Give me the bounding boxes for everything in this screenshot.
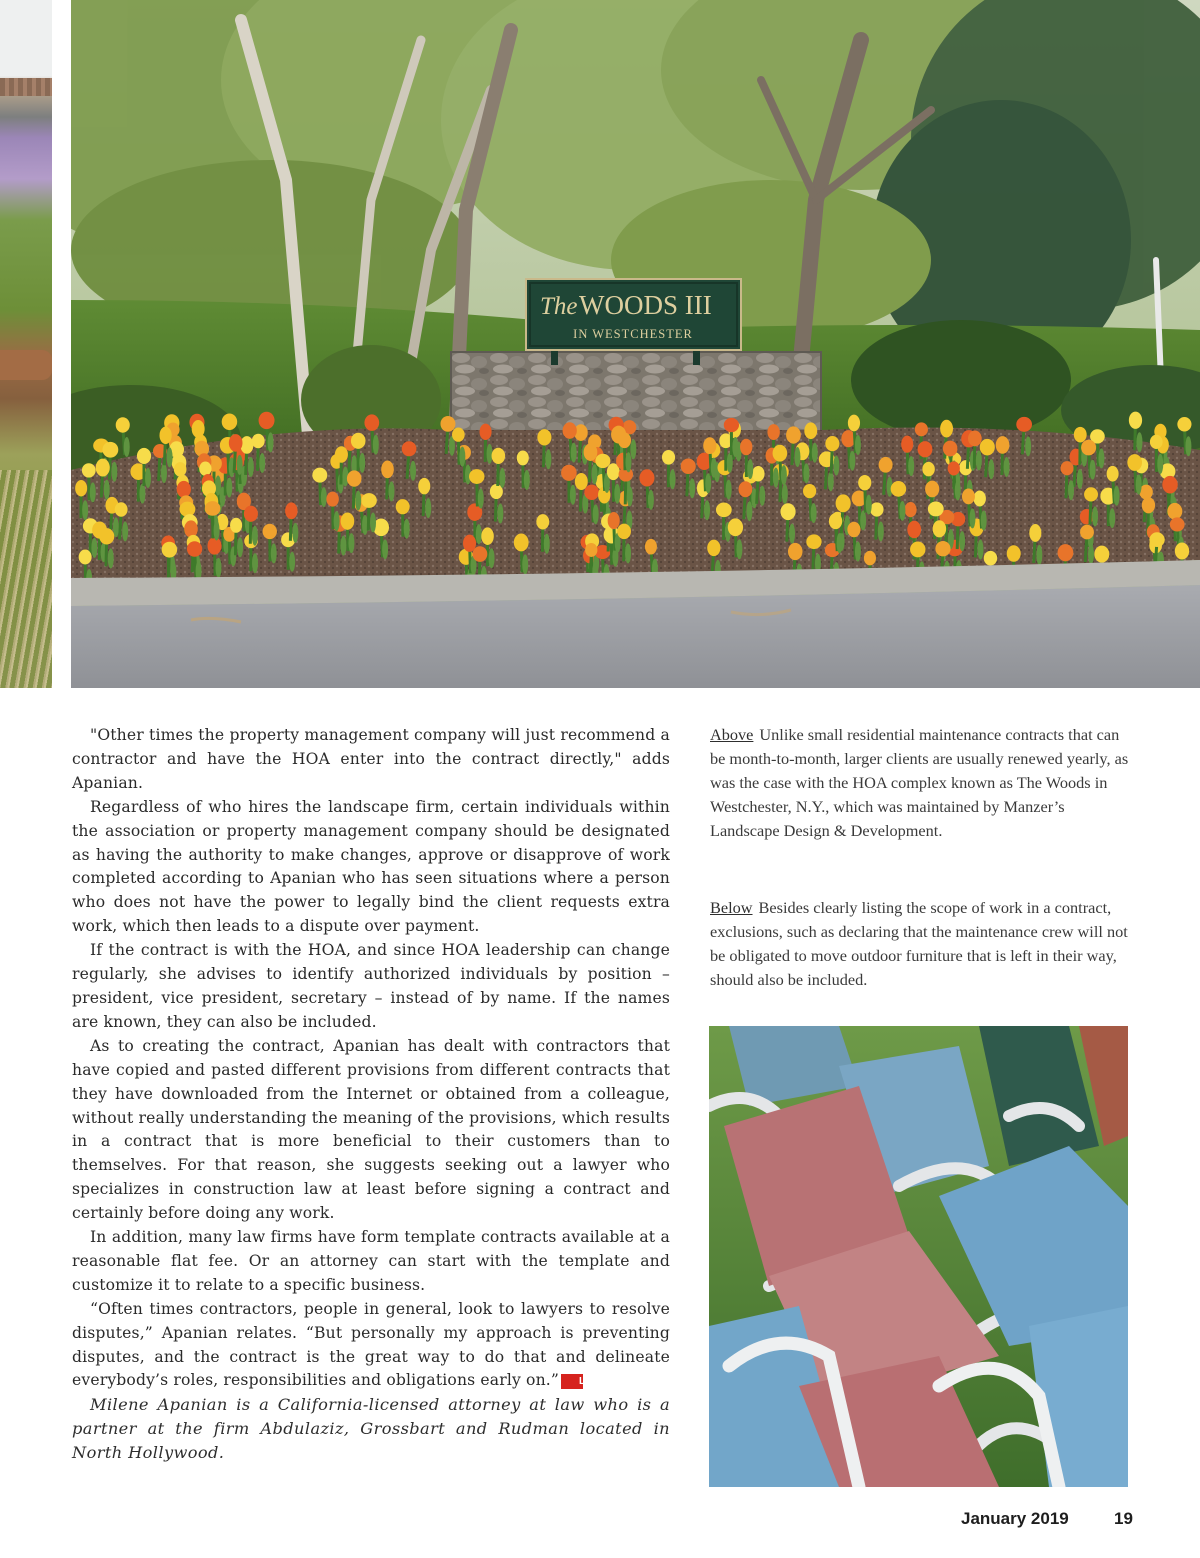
tulip-leaf — [593, 504, 599, 524]
tulip-bloom — [864, 551, 876, 566]
tulip-leaf — [855, 435, 861, 455]
tulip-bloom — [199, 462, 211, 476]
tulip-bloom — [492, 448, 506, 464]
tulip-bloom — [440, 416, 455, 432]
tulip-leaf — [812, 443, 818, 463]
tulip-bloom — [1061, 461, 1074, 475]
tulip-bloom — [326, 492, 338, 507]
tulip-leaf — [522, 554, 528, 574]
tulip-leaf — [252, 526, 258, 546]
tulip-leaf — [689, 478, 695, 498]
tulip-leaf — [747, 459, 753, 479]
tulip-bloom — [595, 454, 610, 468]
caption-below-text: Besides clearly listing the scope of work in a contract, exclusions, such as declaring that the maintenance crew will not be obligated to move outdoor furniture that is left in their way, should also be included. — [710, 898, 1128, 990]
tulip-bloom — [162, 542, 178, 558]
tulip-bloom — [984, 551, 997, 566]
tulip-bloom — [115, 502, 128, 516]
tulip-bloom — [575, 473, 588, 490]
tulip-leaf — [487, 444, 493, 464]
tulip-bloom — [341, 512, 355, 529]
paragraph: "Other times the property management company will just recommend a contractor and have the HOA enter into the contract directly," adds Apanian. — [72, 726, 670, 792]
tulip-leaf — [271, 543, 277, 563]
tulip-leaf — [237, 537, 243, 557]
tulip-bloom — [662, 450, 675, 465]
tulip-bloom — [724, 418, 739, 432]
tulip-leaf — [292, 523, 298, 543]
tulip-leaf — [866, 495, 872, 515]
tulip-bloom — [1080, 525, 1094, 540]
tulip-bloom — [229, 434, 243, 452]
adjacent-photo-edge — [0, 0, 52, 688]
tulip-leaf — [544, 534, 550, 554]
tulip-bloom — [1107, 466, 1119, 482]
tulip-leaf — [759, 486, 765, 506]
tulip-leaf — [837, 533, 843, 553]
tulip-leaf — [1025, 436, 1031, 456]
tulip-bloom — [481, 527, 494, 545]
tulip-bloom — [174, 462, 187, 477]
paragraph: If the contract is with the HOA, and since HOA leadership can change regularly, she advises to identify authorized individuals by position – president, vice president, secretary – instead of by name. If the names are known, they can also be included. — [72, 941, 670, 1031]
tulip-bloom — [79, 549, 92, 564]
tulip-leaf — [259, 453, 265, 473]
tulip-bloom — [116, 417, 130, 432]
tulip-bloom — [1084, 487, 1098, 501]
tulip-bloom — [918, 441, 933, 457]
tulip-bloom — [728, 518, 743, 536]
tulip-leaf — [1185, 436, 1191, 456]
tulip-leaf — [726, 480, 732, 500]
tulip-bloom — [364, 414, 379, 431]
tulip-bloom — [585, 543, 597, 557]
tulip-bloom — [707, 540, 720, 556]
tulip-bloom — [1129, 412, 1142, 429]
tulip-bloom — [1058, 544, 1074, 561]
tulip-bloom — [948, 461, 960, 475]
tulip-bloom — [681, 459, 696, 474]
tulip-leaf — [476, 524, 482, 544]
author-bio — [72, 1393, 670, 1465]
tulip-leaf — [711, 458, 717, 478]
tulip-bloom — [1162, 476, 1177, 494]
tulip-leaf — [704, 500, 710, 520]
tulip-bloom — [910, 542, 925, 558]
tulip-bloom — [517, 450, 529, 465]
tulip-leaf — [108, 548, 114, 568]
tulip-bloom — [879, 457, 893, 473]
tulip-leaf — [459, 447, 465, 467]
tulip-bloom — [996, 436, 1010, 454]
tulip-bloom — [847, 522, 860, 538]
tulip-leaf — [524, 470, 530, 490]
tulip-bloom — [452, 428, 465, 442]
tulip-leaf — [1092, 506, 1098, 526]
tulip-leaf — [489, 548, 495, 568]
paragraph-text: “Often times contractors, people in general, look to lawyers to resolve disputes,” Apanian relates. “But personally my approach is preventing disputes, and the contract is the great way to do that and delineate everybody’s roles, responsibilities and obligations early on.” — [72, 1299, 670, 1390]
caption-below-label: Below — [710, 898, 753, 917]
tulip-leaf — [216, 558, 222, 578]
hero-photo-woods-sign — [71, 0, 1200, 688]
tulip-leaf — [811, 503, 817, 523]
tulip-bloom — [205, 501, 221, 516]
paragraph: Regardless of who hires the landscape firm, certain individuals within the association or property management company should be designated as having the authority to make changes, approve or disapprove of work completed according to Apanian who has seen situations where a person who does not have the power to legally bind the client requests extra work, which then leads to a dispute over payment. — [72, 797, 670, 936]
tulip-bloom — [1007, 545, 1021, 562]
tulip-leaf — [614, 484, 620, 504]
tulip-bloom — [922, 462, 934, 476]
tulip-bloom — [925, 481, 939, 498]
tulip-leaf — [340, 536, 346, 556]
caption-above-label: Above — [710, 725, 754, 744]
tulip-leaf — [497, 504, 503, 524]
tulip-bloom — [645, 539, 657, 555]
tulip-bloom — [179, 502, 195, 517]
tulip-bloom — [935, 541, 950, 556]
tulip-bloom — [335, 446, 348, 462]
tulip-leaf — [124, 437, 130, 457]
tulip-leaf — [248, 457, 254, 477]
tulip-leaf — [789, 524, 795, 544]
tulip-bloom — [480, 424, 492, 440]
tulip-bloom — [618, 432, 631, 448]
tulip-bloom — [1150, 435, 1163, 449]
tulip-leaf — [976, 450, 982, 470]
footer-date: January 2019 — [961, 1509, 1069, 1528]
lc-end-mark-icon: LC — [561, 1374, 583, 1389]
tulip-leaf — [773, 468, 779, 488]
tulip-bloom — [858, 475, 871, 490]
tulip-leaf — [959, 531, 965, 551]
tulip-leaf — [355, 491, 361, 511]
tulip-bloom — [563, 422, 577, 439]
tulip-bloom — [537, 429, 551, 445]
tulip-bloom — [1074, 427, 1087, 443]
tulip-bloom — [803, 484, 816, 498]
caption-above — [710, 723, 1130, 843]
tulip-bloom — [973, 491, 985, 507]
paragraph-last — [72, 1298, 670, 1394]
tulip-bloom — [773, 445, 788, 462]
tulip-leaf — [1109, 508, 1115, 528]
tulip-leaf — [878, 521, 884, 541]
tulip-leaf — [145, 468, 151, 488]
tulip-bloom — [381, 461, 394, 479]
tulip-leaf — [705, 473, 711, 493]
tulip-bloom — [1177, 417, 1191, 432]
tulip-bloom — [1029, 524, 1041, 542]
hero-photo-illustration — [71, 0, 1200, 688]
tulip-bloom — [244, 506, 258, 522]
tulip-leaf — [545, 449, 551, 469]
tulip-leaf — [732, 437, 738, 457]
tulip-leaf — [1157, 454, 1163, 474]
tulip-bloom — [788, 543, 803, 560]
tulip-leaf — [855, 541, 861, 561]
tulip-leaf — [803, 463, 809, 483]
tulip-leaf — [746, 501, 752, 521]
tulip-leaf — [625, 452, 631, 472]
sign-text-name: WOODS III — [579, 290, 712, 320]
tulip-bloom — [608, 512, 620, 529]
tulip-bloom — [804, 422, 817, 439]
tulip-leaf — [370, 513, 376, 533]
tulip-bloom — [1016, 417, 1032, 432]
tulip-bloom — [825, 436, 839, 451]
tulip-leaf — [1114, 486, 1120, 506]
tulip-bloom — [907, 521, 921, 539]
tulip-bloom — [230, 518, 242, 533]
tulip-leaf — [736, 539, 742, 559]
paragraph: As to creating the contract, Apanian has dealt with contractors that have copied and pasted different provisions from different contracts that they have downloaded from the Internet or obtained from a colleague, without really understanding the meaning of the provisions, which results in a contract that is more beneficial to their customers than to themselves. For that reason, she suggests seeking out a lawyer who specializes in construction law at least before signing a contract and certainly before doing any work. — [72, 1036, 670, 1223]
tulip-bloom — [962, 489, 975, 505]
sign-text-the: The — [540, 293, 578, 320]
tulip-leaf — [1136, 432, 1142, 452]
tulip-bloom — [905, 502, 917, 517]
ornamental-grass — [0, 470, 52, 688]
tulip-bloom — [584, 443, 598, 461]
tulip-bloom — [870, 502, 883, 516]
tulip-leaf — [226, 478, 232, 498]
tulip-bloom — [915, 422, 928, 436]
tulip-leaf — [161, 463, 167, 483]
tulip-leaf — [591, 464, 597, 484]
tulip-leaf — [388, 481, 394, 501]
tulip-bloom — [1170, 517, 1185, 531]
tulip-leaf — [1136, 475, 1142, 495]
tulip-bloom — [943, 441, 958, 457]
tulip-leaf — [215, 475, 221, 495]
tulip-bloom — [584, 485, 599, 500]
tulip-leaf — [404, 519, 410, 539]
tulip-leaf — [727, 453, 733, 473]
tulip-leaf — [977, 539, 983, 559]
tulip-bloom — [740, 439, 752, 456]
tulip-bloom — [1142, 497, 1155, 513]
tulip-bloom — [312, 468, 327, 483]
tulip-bloom — [1081, 440, 1096, 456]
tulip-bloom — [767, 424, 779, 440]
tulip-leaf — [794, 447, 800, 467]
tulip-leaf — [348, 533, 354, 553]
tulip-bloom — [159, 427, 171, 445]
tulip-bloom — [786, 426, 801, 443]
tulip-bloom — [1094, 546, 1109, 563]
tulip-leaf — [104, 480, 110, 500]
tulip-leaf — [82, 500, 88, 520]
tulip-bloom — [980, 439, 995, 456]
tulip-bloom — [208, 537, 222, 555]
tulip-bloom — [561, 465, 577, 481]
sign-text-location: IN WESTCHESTER — [573, 327, 693, 341]
tulip-leaf — [1098, 448, 1104, 468]
tulip-leaf — [833, 456, 839, 476]
tulip-leaf — [252, 553, 258, 573]
tulip-bloom — [252, 434, 265, 448]
tulip-bloom — [829, 513, 842, 529]
tulip-bloom — [536, 514, 549, 529]
tulip-leaf — [1036, 545, 1042, 565]
tulip-bloom — [102, 442, 118, 458]
tulip-bloom — [780, 503, 795, 520]
tulip-leaf — [625, 543, 631, 563]
tulip-bloom — [184, 520, 198, 537]
tulip-leaf — [955, 480, 961, 500]
tulip-bloom — [752, 466, 765, 482]
tulip-leaf — [1077, 469, 1083, 489]
tulip-bloom — [639, 469, 654, 486]
tulip-bloom — [418, 478, 430, 495]
tulip-bloom — [402, 441, 417, 456]
caption-above-text: Unlike small residential maintenance contracts that can be month-to-month, larger clients are usually renewed yearly, as was the case with the HOA complex known as The Woods in Westchester, N.Y., which was maintained by Manzer’s Landscape Design & Development. — [710, 725, 1129, 841]
tulip-leaf — [899, 501, 905, 521]
tulip-leaf — [111, 462, 117, 482]
tulip-bloom — [848, 415, 860, 432]
tulip-leaf — [359, 453, 365, 473]
tulip-bloom — [933, 520, 947, 537]
tulip-bloom — [75, 480, 87, 496]
tulip-bloom — [928, 501, 944, 516]
tulip-bloom — [514, 533, 529, 551]
tulip-bloom — [1167, 503, 1182, 520]
tulip-bloom — [396, 499, 410, 514]
tulip-bloom — [891, 481, 907, 497]
article-body — [72, 724, 670, 1393]
tulip-bloom — [187, 541, 202, 557]
tulip-leaf — [860, 510, 866, 530]
tulip-leaf — [382, 539, 388, 559]
tulip-leaf — [648, 490, 654, 510]
tulip-bloom — [361, 493, 377, 508]
author-bio-text: Milene Apanian is a California-licensed attorney at law who is a partner at the firm Abdulaziz, Grossbart and Rudman located in North Hollywood. — [72, 1395, 670, 1462]
tulip-leaf — [268, 432, 274, 452]
tulip-leaf — [570, 485, 576, 505]
tulip-leaf — [1090, 460, 1096, 480]
page-number: 19 — [1114, 1509, 1133, 1528]
tulip-bloom — [82, 463, 96, 477]
tulip-bloom — [351, 433, 366, 449]
tulip-leaf — [1004, 457, 1010, 477]
tulip-leaf — [334, 511, 340, 531]
tulip-bloom — [137, 448, 151, 464]
roof-detail — [0, 78, 52, 96]
tulip-leaf — [373, 435, 379, 455]
tulip-bloom — [617, 524, 631, 540]
tulip-bloom — [96, 459, 110, 477]
tulip-leaf — [781, 465, 787, 485]
tulip-bloom — [940, 420, 953, 438]
tulip-leaf — [90, 482, 96, 502]
tulip-leaf — [1068, 480, 1074, 500]
tulip-bloom — [473, 546, 488, 562]
tulip-bloom — [901, 436, 913, 453]
tulip-leaf — [908, 456, 914, 476]
tulip-leaf — [410, 461, 416, 481]
tulip-leaf — [214, 520, 220, 540]
tulip-bloom — [716, 503, 732, 518]
tulip-bloom — [806, 534, 821, 549]
boulder — [0, 350, 52, 380]
tulip-bloom — [263, 524, 277, 539]
tulip-leaf — [630, 439, 636, 459]
caption-below — [710, 896, 1130, 992]
tulip-leaf — [478, 489, 484, 509]
tulip-leaf — [425, 498, 431, 518]
tulip-leaf — [1088, 544, 1094, 564]
tulip-leaf — [91, 538, 97, 558]
tulip-bloom — [703, 437, 716, 454]
tulip-bloom — [99, 528, 114, 544]
tulip-leaf — [289, 552, 295, 572]
tulip-bloom — [836, 494, 851, 512]
tulip-leaf — [571, 443, 577, 463]
tulip-bloom — [469, 469, 484, 484]
tulip-leaf — [167, 447, 173, 467]
tulip-leaf — [321, 487, 327, 507]
chairs-photo-illustration — [709, 1026, 1128, 1487]
chairs-photo — [709, 1026, 1128, 1487]
tulip-bloom — [222, 413, 237, 430]
tulip-leaf — [670, 469, 676, 489]
tulip-bloom — [1149, 532, 1164, 547]
tulip-bloom — [347, 470, 362, 486]
tulip-bloom — [259, 412, 275, 429]
tulip-leaf — [627, 486, 633, 506]
tulip-leaf — [237, 455, 243, 475]
tulip-bloom — [285, 502, 297, 519]
tulip-bloom — [177, 481, 191, 498]
tulip-leaf — [981, 510, 987, 530]
tulip-leaf — [828, 471, 834, 491]
tulip-leaf — [969, 508, 975, 528]
tulip-leaf — [139, 484, 145, 504]
paragraph: In addition, many law firms have form template contracts available at a reasonable flat fee. Or an attorney can start with the template and customize it to relate to a specific business. — [72, 1228, 670, 1294]
tulip-leaf — [499, 468, 505, 488]
tulip-bloom — [968, 431, 982, 447]
tulip-bloom — [1175, 542, 1189, 559]
tulip-leaf — [122, 521, 128, 541]
tulip-bloom — [1127, 454, 1142, 471]
tulip-bloom — [739, 481, 753, 497]
tulip-leaf — [849, 451, 855, 471]
tulip-leaf — [782, 484, 788, 504]
tulip-leaf — [988, 459, 994, 479]
